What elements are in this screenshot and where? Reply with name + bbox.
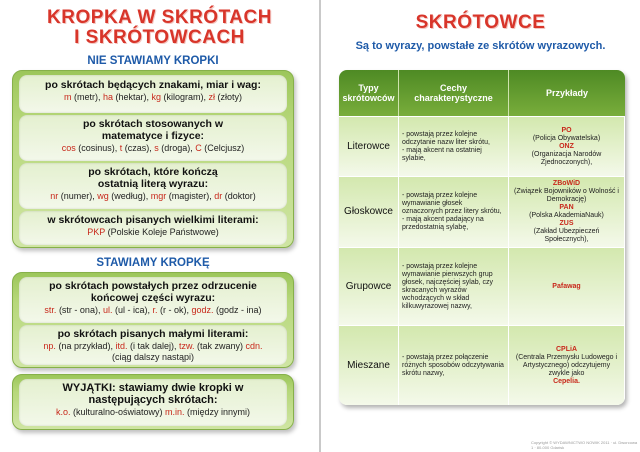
table-row [339,176,625,247]
type-cell: Mieszane [339,325,399,405]
example-exception: k.o. (kulturalno-oświatowy) m.in. (między innymi) [55,407,251,417]
example-item: ZUS (Zakład Ubezpieczeń Społecznych), [533,220,600,243]
example-item: CPLiA (Centrala Przemysłu Ludowego i Artystycznego) odczytujemy zwykle jako [515,345,618,377]
type-cell: Literowce [339,116,399,176]
example-abbreviation: ONZ [559,142,574,150]
features-cell: - powstają przez kolejne wymawianie pierwszych grup głosek, najczęściej sylab, czy skracanych wyrazów wchodzących w skład kilkuwyrazowej nazwy, [399,247,509,325]
type-cell: Grupowce [339,247,399,325]
right-title: SKRÓTOWCE [415,12,546,33]
table-row [339,325,625,405]
abbreviation: wg [97,191,109,201]
example-abbreviation: PAN [559,204,574,211]
dot-box [12,272,294,368]
abbreviation: cdn. [245,341,263,351]
rule-capitals: w skrótowcach pisanych wielkimi literami: PKP (Polskie Koleje Państwowe) [19,211,287,245]
abbreviation: mgr [150,191,167,201]
example-item [512,283,621,291]
rule-lowercase: po skrótach pisanych małymi literami: np. (na przykład), itd. (i tak dalej), tzw. (tak zwany) cdn. (ciąg dalszy nastąpi) [19,325,287,365]
examples-cell [509,116,625,176]
abbreviation: k.o. [55,407,71,417]
example-abbreviation: ZBoWiD [552,180,581,187]
example-item: PO (Policja Obywatelska) [532,126,601,142]
header-features: Cechy charakterystyczne [399,70,509,116]
example-item: ZBoWiD (Związek Bojowników o Wolność i Demokrację) [514,180,619,203]
header-types: Typy skrótowców [339,70,399,116]
abbreviation: PKP [87,227,106,237]
no-dot-heading: NIE STAWIAMY KROPKI [87,55,219,67]
abbreviation: C [195,143,202,153]
header-examples: Przykłady [509,70,625,116]
example-measures: m (metr), ha (hektar), kg (kilogram), zł (złoty) [63,92,243,102]
rule-measures: po skrótach będących znakami, miar i wag: m (metr), ha (hektar), kg (kilogram), zł (złoty) [19,75,287,113]
example-math: cos (cosinus), t (czas), s (droga), C (Celcjusz) [61,143,245,153]
abbreviation: kg [151,92,162,102]
abbreviation: cos [61,143,76,153]
right-subtitle: Są to wyrazy, powstałe ze skrótów wyrazowych. [355,40,606,52]
example-capitals: PKP (Polskie Koleje Państwowe) [87,227,219,237]
abbreviation: m [63,92,72,102]
abbreviation: ul. [102,305,113,315]
abbreviation: str. [44,305,57,315]
example-truncated: str. (str - ona), ul. (ul - ica), r. (r - ok), godz. (godz - ina) [44,305,262,315]
abbreviation: s [154,143,159,153]
example-lowercase: np. (na przykład), itd. (i tak dalej), tzw. (tak zwany) cdn. (ciąg dalszy nastąpi) [43,341,263,362]
example-item [512,378,621,386]
copyright-footer: Copyright © WYDAWNICTWO NOWIK 2011 · ul. Dworcowa 1 · 80-000 Gdańsk [531,440,638,450]
rule-truncated: po skrótach powstałych przez odrzucenie końcowej części wyrazu: str. (str - ona), ul. (ul - ica), r. (r - ok), godz. (godz - ina) [19,277,287,323]
table-row [339,116,625,176]
abbreviation: np. [43,341,56,351]
abbreviation: ha [102,92,113,102]
abbreviation: tzw. [179,341,195,351]
example-abbreviation: ZUS [559,220,574,227]
abbreviation: zł [208,92,216,102]
table-row [339,247,625,325]
rule-last-letter: po skrótach, które kończą ostatnią literą wyrazu: nr (numer), wg (według), mgr (magister), dr (doktor) [19,163,287,209]
left-title: KROPKA W SKRÓTACH I SKRÓTOWCACH [47,7,272,48]
abbreviation: nr [50,191,59,201]
example-abbreviation: Pafawag [552,282,581,290]
abbreviation: t [119,143,123,153]
examples-cell [509,247,625,325]
table-header-row [339,70,625,116]
abbreviation: godz. [191,305,214,315]
abbreviation: itd. [115,341,128,351]
right-page [321,0,640,452]
example-abbreviation: CPLiA [556,345,577,353]
exception-box [12,374,294,430]
example-abbreviation: PO [561,126,572,134]
abbreviation: r. [152,305,158,315]
example-abbreviation: Cepelia. [553,377,580,385]
abbreviation: dr [214,191,223,201]
abbreviation: m.in. [165,407,185,417]
rule-math: po skrótach stosowanych w matematyce i fizyce: cos (cosinus), t (czas), s (droga), C (Celcjusz) [19,115,287,161]
examples-cell [509,325,625,405]
examples-cell [509,176,625,247]
type-cell: Głoskowce [339,176,399,247]
rule-exception: WYJĄTKI: stawiamy dwie kropki w następujących skrótach: k.o. (kulturalno-oświatowy) m.in. (między innymi) [19,379,287,426]
left-page [0,0,319,452]
example-item: PAN (Polska AkademiaNauk) [529,204,604,219]
no-dot-box [12,70,294,248]
features-cell: - powstają przez kolejne odczytanie nazw liter skrótu, - mają akcent na ostatniej sylabie, [399,116,509,176]
features-cell: - powstają przez połączenie różnych sposobów odczytywania skrótu nazwy, [399,325,509,405]
example-item: ONZ (Organizacja Narodów Zjednoczonych), [531,142,602,166]
dot-heading: STAWIAMY KROPKĘ [96,257,210,269]
example-last-letter: nr (numer), wg (według), mgr (magister), dr (doktor) [50,191,256,201]
features-cell: - powstają przez kolejne wymawianie głosek oznaczonych przez litery skrótu, - mają akcent padający na przedostatnią sylabę, [399,176,509,247]
abbreviation-table [339,70,625,405]
